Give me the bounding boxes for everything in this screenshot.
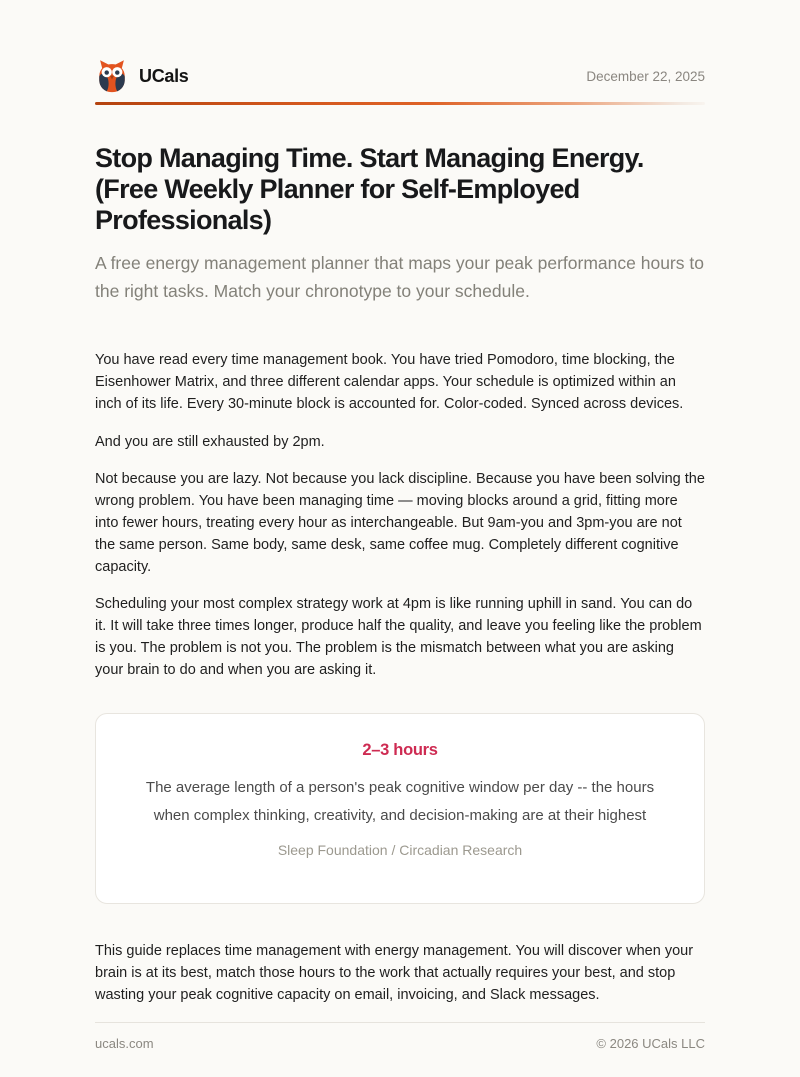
footer-site-link[interactable]: ucals.com xyxy=(95,1036,154,1052)
stat-card xyxy=(95,713,705,905)
owl-logo-icon xyxy=(95,58,129,94)
article-body xyxy=(95,349,705,680)
paragraph: Not because you are lazy. Not because you lack discipline. Because you have been solving the wrong problem. You have been managing time — moving blocks around a grid, fitting more into fewer hours, treating every hour as interchangeable. But 9am-you and 3pm-you are not the same person. Same body, same desk, same coffee mug. Completely different cognitive capacity. xyxy=(95,470,705,575)
article-title: Stop Managing Time. Start Managing Energy. (Free Weekly Planner for Self-Employed Professionals) xyxy=(95,143,644,236)
paragraph: You have read every time management book. You have tried Pomodoro, time blocking, the Eisenhower Matrix, and three different calendar apps. Your schedule is optimized within an inch of its life. Every 30-minute block is accounted for. Color-coded. Synced across devices. xyxy=(95,352,684,413)
brand xyxy=(95,58,189,94)
stat-source: Sleep Foundation / Circadian Research xyxy=(277,842,523,859)
brand-name: UCals xyxy=(139,65,189,86)
paragraph: And you are still exhausted by 2pm. xyxy=(95,433,325,450)
footer xyxy=(95,1022,705,1051)
gradient-divider xyxy=(95,102,705,105)
paragraph: Scheduling your most complex strategy work at 4pm is like running uphill in sand. You can do it. It will take three times longer, produce half the quality, and leave you feeling like the problem is you. The problem is not you. The problem is the mismatch between what you are asking your brain to do and when you are asking it. xyxy=(95,595,702,678)
stat-value: 2–3 hours xyxy=(362,740,438,759)
closing-section xyxy=(95,940,705,1006)
header xyxy=(95,58,705,94)
stat-description: The average length of a person's peak cognitive window per day -- the hours when complex thinking, creativity, and decision-making are at their highest xyxy=(145,778,655,824)
footer-copyright: © 2026 UCals LLC xyxy=(596,1036,705,1052)
header-date: December 22, 2025 xyxy=(586,68,705,84)
paragraph: This guide replaces time management with energy management. You will discover when your brain is at its best, match those hours to the work that actually requires your best, and stop wasting your peak cognitive capacity on email, invoicing, and Slack messages. xyxy=(95,943,694,1004)
article-subtitle: A free energy management planner that maps your peak performance hours to the right tasks. Match your chronotype to your schedule. xyxy=(95,253,704,301)
